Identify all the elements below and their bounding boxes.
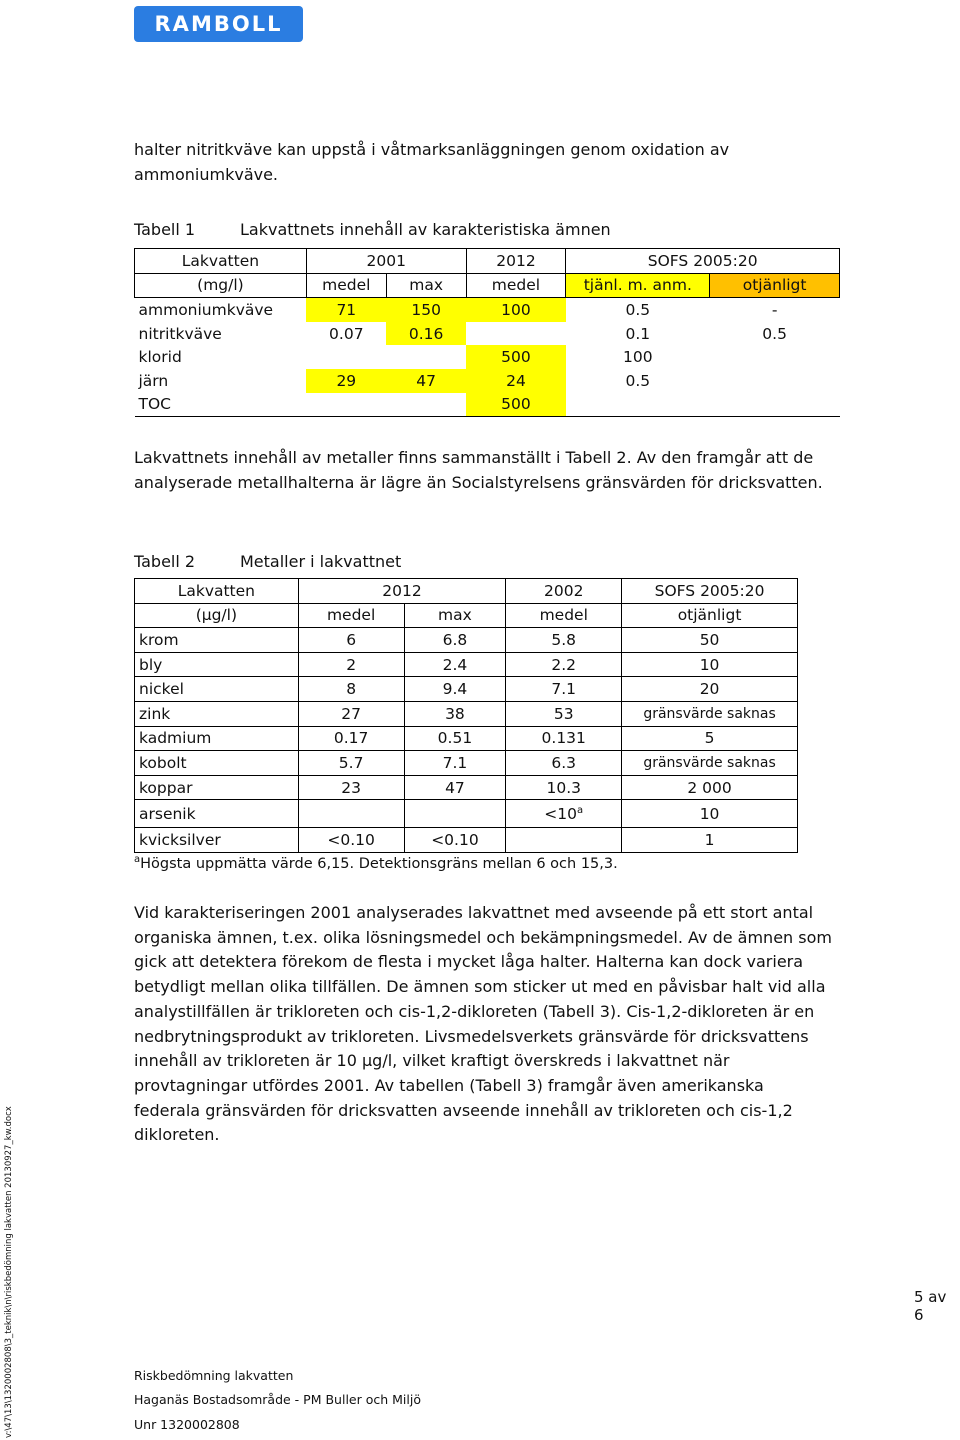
table-row	[135, 726, 798, 751]
table1-cell: 29	[306, 369, 386, 393]
table1-header-cell: (mg/l)	[135, 273, 307, 298]
table1-cell: 47	[386, 369, 466, 393]
table2-header-cell: medel	[298, 603, 404, 628]
table1-number: Tabell 1	[134, 220, 196, 239]
table2-cell: 8	[298, 677, 404, 702]
table1-cell: 150	[386, 298, 466, 322]
table2-header-cell: SOFS 2005:20	[622, 579, 798, 604]
table2-cell: kobolt	[135, 751, 299, 776]
table1-cell	[386, 393, 466, 417]
table2-header-cell: medel	[506, 603, 622, 628]
table2-number: Tabell 2	[134, 552, 196, 571]
table1-cell: 0.5	[625, 300, 651, 319]
table1-cell: 500	[466, 345, 566, 369]
arsenik-value: <10	[544, 804, 578, 823]
table1-cell	[710, 345, 840, 369]
table2-cell: koppar	[135, 775, 299, 800]
table2-cell: gränsvärde saknas	[622, 751, 798, 776]
table2-cell: 5	[622, 726, 798, 751]
table2-cell: 6	[298, 628, 404, 653]
table2-cell: 0.131	[506, 726, 622, 751]
table1-cell	[710, 369, 840, 393]
table1-cell: 100	[466, 298, 566, 322]
table1-cell: 500	[466, 393, 566, 417]
table-row	[135, 701, 798, 726]
table2-cell: 7.1	[404, 751, 506, 776]
footer-title: Riskbedömning lakvatten	[134, 1368, 294, 1383]
table-row	[135, 298, 840, 322]
table2-footnote	[134, 854, 618, 872]
table2-cell: 2.4	[404, 652, 506, 677]
table-row	[135, 369, 840, 393]
table2-cell: kvicksilver	[135, 828, 299, 853]
table2-cell: 7.1	[506, 677, 622, 702]
table2-cell: gränsvärde saknas	[622, 701, 798, 726]
table2-cell	[298, 800, 404, 828]
table2-cell: 5.7	[298, 751, 404, 776]
table2-cell	[506, 800, 622, 828]
table1-header-cell: max	[386, 273, 466, 298]
table1-cell	[466, 322, 566, 346]
table1-header-cell: medel	[306, 273, 386, 298]
table2-cell: 2 000	[622, 775, 798, 800]
table1-cell: klorid	[138, 348, 182, 367]
table-row	[135, 828, 798, 853]
table1-cell: 71	[306, 298, 386, 322]
ramboll-logo: RAMBOLL	[134, 6, 303, 42]
table1-cell: järn	[138, 371, 169, 390]
table1-cell: 0.16	[386, 322, 466, 346]
table1-cell	[306, 393, 386, 417]
table1-cell	[306, 345, 386, 369]
table1-cell	[566, 393, 710, 417]
file-path-sidebar: v:\47\13\1320002808\3_teknik\n\riskbedömning lakvatten 20130927_kw.docx	[4, 1106, 14, 1438]
footer-number: Unr 1320002808	[134, 1417, 240, 1432]
table-row	[135, 751, 798, 776]
footnote-text: Högsta uppmätta värde 6,15. Detektionsgräns mellan 6 och 15,3.	[140, 855, 618, 872]
table1-cell: 100	[623, 348, 653, 367]
table2-cell: 50	[622, 628, 798, 653]
organics-paragraph: Vid karakteriseringen 2001 analyserades lakvattnet med avseende på ett stort antal organiska ämnen, t.ex. olika lösningsmedel och bekämpningsmedel. Av de ämnen som gick att detektera förekom de flesta i mycket låga halter. Halterna kan dock variera betydligt mellan olika tillfällen. De ämnen som sticker ut med en påvisbar halt vid alla analystillfällen är trikloreten och cis-1,2-dikloreten (Tabell 3). Cis-1,2-dikloreten är en nedbrytningsprodukt av trikloreten. Livsmedelsverkets gränsvärde för dricksvattens innehåll av trikloreten är 10 µg/l, vilket kraftigt överskreds i lakvattnet när provtagningar utfördes 2001. Av tabellen (Tabell 3) framgår även amerikanska federala gränsvärden för dricksvatten avseende innehåll av trikloreten och cis-1,2 dikloreten.	[134, 903, 832, 1145]
table2-header-cell: 2012	[298, 579, 506, 604]
table1-header-cell: otjänligt	[710, 273, 840, 298]
table1-title: Lakvattnets innehåll av karakteristiska ämnen	[240, 220, 611, 239]
table1-cell: -	[771, 300, 778, 319]
intro-paragraph: halter nitritkväve kan uppstå i våtmarksanläggningen genom oxidation av ammoniumkväve.	[134, 140, 730, 184]
table2-cell: <0.10	[404, 828, 506, 853]
table2	[134, 578, 798, 853]
table-row	[135, 345, 840, 369]
table2-cell: 10	[622, 652, 798, 677]
table1-header-cell: SOFS 2005:20	[566, 249, 840, 274]
table2-cell: 6.3	[506, 751, 622, 776]
table2-cell	[506, 828, 622, 853]
table2-cell: arsenik	[135, 800, 299, 828]
page-number: 5 av 6	[914, 1288, 947, 1324]
table2-cell: 5.8	[506, 628, 622, 653]
table1-cell: ammoniumkväve	[138, 300, 274, 319]
table2-cell	[404, 800, 506, 828]
table1-cell: 0.5	[625, 371, 651, 390]
table2-cell: bly	[135, 652, 299, 677]
table1-cell: TOC	[135, 393, 307, 417]
table-row	[135, 800, 798, 828]
footnote-marker: a	[134, 854, 141, 865]
table1-cell: 0.5	[762, 324, 787, 343]
table2-cell: 6.8	[404, 628, 506, 653]
table2-cell: 10.3	[506, 775, 622, 800]
table1-cell	[710, 393, 840, 417]
table2-cell: 27	[298, 701, 404, 726]
table-row	[135, 603, 798, 628]
footer-project: Haganäs Bostadsområde - PM Buller och Miljö	[134, 1392, 421, 1407]
table2-cell: 1	[622, 828, 798, 853]
footnote-superscript: a	[577, 804, 584, 816]
table1-cell	[386, 345, 466, 369]
table2-header-cell: 2002	[506, 579, 622, 604]
table-row	[135, 628, 798, 653]
table-row	[135, 322, 840, 346]
table-row	[135, 249, 840, 274]
table1-header-cell: 2012	[466, 249, 566, 274]
table2-cell: krom	[135, 628, 299, 653]
table-row	[135, 273, 840, 298]
table2-cell: 2	[298, 652, 404, 677]
table2-caption	[134, 552, 401, 571]
table2-cell: 38	[404, 701, 506, 726]
table1-cell: 0.1	[625, 324, 651, 343]
table1-header-cell: Lakvatten	[135, 249, 307, 274]
table2-cell: 9.4	[404, 677, 506, 702]
table2-cell: 0.51	[404, 726, 506, 751]
table2-cell: 10	[622, 800, 798, 828]
metals-paragraph: Lakvattnets innehåll av metaller finns sammanställt i Tabell 2. Av den framgår att de analyserade metallhalterna är lägre än Socialstyrelsens gränsvärden för dricksvatten.	[134, 448, 823, 492]
table-row	[135, 393, 840, 417]
table-row	[135, 677, 798, 702]
table2-header-cell: Lakvatten	[135, 579, 299, 604]
table2-header-cell: otjänligt	[622, 603, 798, 628]
table2-cell: 23	[298, 775, 404, 800]
table2-header-cell: max	[404, 603, 506, 628]
table1-cell: nitritkväve	[138, 324, 222, 343]
table-row	[135, 579, 798, 604]
table2-cell: 0.17	[298, 726, 404, 751]
table2-cell: nickel	[135, 677, 299, 702]
table2-cell: 20	[622, 677, 798, 702]
table2-cell: <0.10	[298, 828, 404, 853]
table-row	[135, 652, 798, 677]
table2-cell: 53	[506, 701, 622, 726]
table1-header-cell: 2001	[306, 249, 466, 274]
table1	[134, 248, 840, 417]
table2-cell: 47	[404, 775, 506, 800]
table2-title: Metaller i lakvattnet	[240, 552, 402, 571]
table2-cell: kadmium	[135, 726, 299, 751]
table-row	[135, 775, 798, 800]
table2-header-cell: (µg/l)	[135, 603, 299, 628]
table1-header-cell: medel	[466, 273, 566, 298]
table2-cell: 2.2	[506, 652, 622, 677]
table1-caption	[134, 220, 611, 239]
table1-header-cell: tjänl. m. anm.	[566, 273, 710, 298]
table1-cell: 0.07	[329, 324, 364, 343]
table1-cell: 24	[466, 369, 566, 393]
table2-cell: zink	[135, 701, 299, 726]
